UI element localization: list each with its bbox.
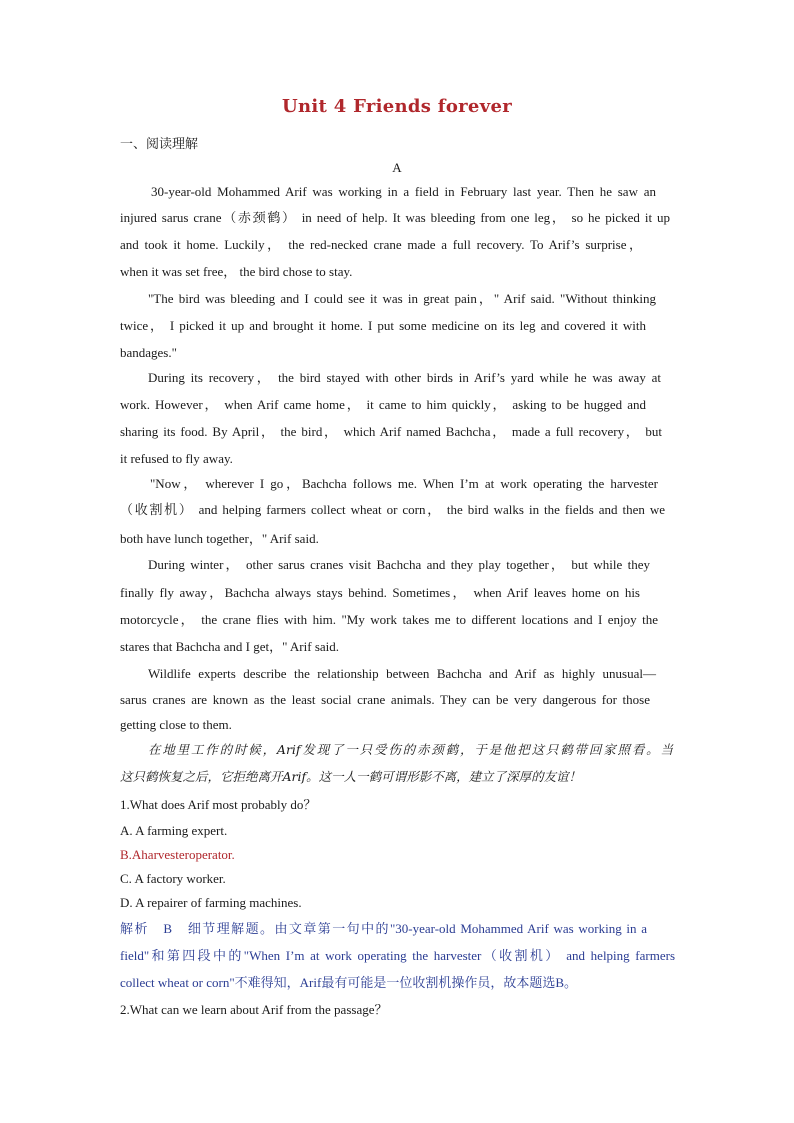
option-a: A. A farming expert. [120, 823, 228, 838]
analysis-line: collect wheat or corn"不难得知，Arif最有可能是一位收割机操作员，故本题选B。 [120, 975, 577, 990]
passage-line: "The bird was bleeding and I could see it was in great pain，" Arif said. "Without thinking [148, 291, 656, 306]
passage-line: it refused to fly away. [120, 451, 233, 466]
passage-line: stares that Bachcha and I get，" Arif said. [120, 639, 340, 654]
passage-letter: A [392, 160, 402, 175]
passage-line: injured sarus crane（赤颈鹤） in need of help. It was bleeding from one leg， so he picked it up [120, 210, 670, 225]
passage-line: Wildlife experts describe the relationship between Bachcha and Arif as highly unusual— [148, 666, 656, 681]
passage-line: work. However， when Arif came home， it came to him quickly， asking to be hugged and [120, 397, 646, 412]
passage-line: 30-year-old Mohammed Arif was working in a field in February last year. Then he saw an [151, 184, 656, 199]
option-b-answer: B.Aharvesteroperator. [120, 847, 235, 862]
passage-line: motorcycle， the crane flies with him. "My work takes me to different locations and I enjoy the [120, 612, 658, 627]
analysis-line: field"和第四段中的"When I’m at work operating the harvester（收割机） and helping farmers [120, 948, 675, 963]
analysis-line: 解析 B 细节理解题。由文章第一句中的"30-year-old Mohammed Arif was working in a [120, 921, 647, 936]
question-1: 1.What does Arif most probably do？ [120, 797, 317, 812]
chinese-summary-line: 在地里工作的时候，Arif发现了一只受伤的赤颈鹤，于是他把这只鹤带回家照看。当 [148, 742, 673, 757]
passage-line: During winter， other sarus cranes visit Bachcha and they play together， but while they [148, 557, 650, 572]
passage-line: twice， I picked it up and brought it home. I put some medicine on its leg and covered it with [120, 318, 646, 333]
passage-line: bandages." [120, 345, 177, 360]
option-d: D. A repairer of farming machines. [120, 895, 302, 910]
passage-line: （收割机） and helping farmers collect wheat or corn， the bird walks in the fields and then we [120, 502, 665, 517]
page-title: Unit 4 Friends forever [282, 96, 512, 117]
passage-line: sharing its food. By April， the bird， which Arif named Bachcha， made a full recovery， but [120, 424, 662, 439]
question-2: 2.What can we learn about Arif from the passage？ [120, 1002, 388, 1017]
option-c: C. A factory worker. [120, 871, 226, 886]
passage-line: sarus cranes are known as the least social crane animals. They can be very dangerous for those [120, 692, 650, 707]
passage-line: getting close to them. [120, 717, 232, 732]
passage-line: During its recovery， the bird stayed with other birds in Arif’s yard while he was away at [148, 370, 661, 385]
section-heading: 一、阅读理解 [120, 136, 199, 151]
passage-line: when it was set free， the bird chose to stay. [120, 264, 353, 279]
passage-line: finally fly away，Bachcha always stays behind. Sometimes， when Arif leaves home on his [120, 585, 640, 600]
chinese-summary-line: 这只鹤恢复之后，它拒绝离开Arif。这一人一鹤可谓形影不离，建立了深厚的友谊！ [120, 769, 582, 784]
passage-line: "Now， wherever I go，Bachcha follows me. When I’m at work operating the harvester [150, 476, 658, 491]
passage-line: both have lunch together，" Arif said. [120, 531, 319, 546]
passage-line: and took it home. Luckily， the red-necked crane made a full recovery. To Arif’s surprise， [120, 237, 642, 252]
